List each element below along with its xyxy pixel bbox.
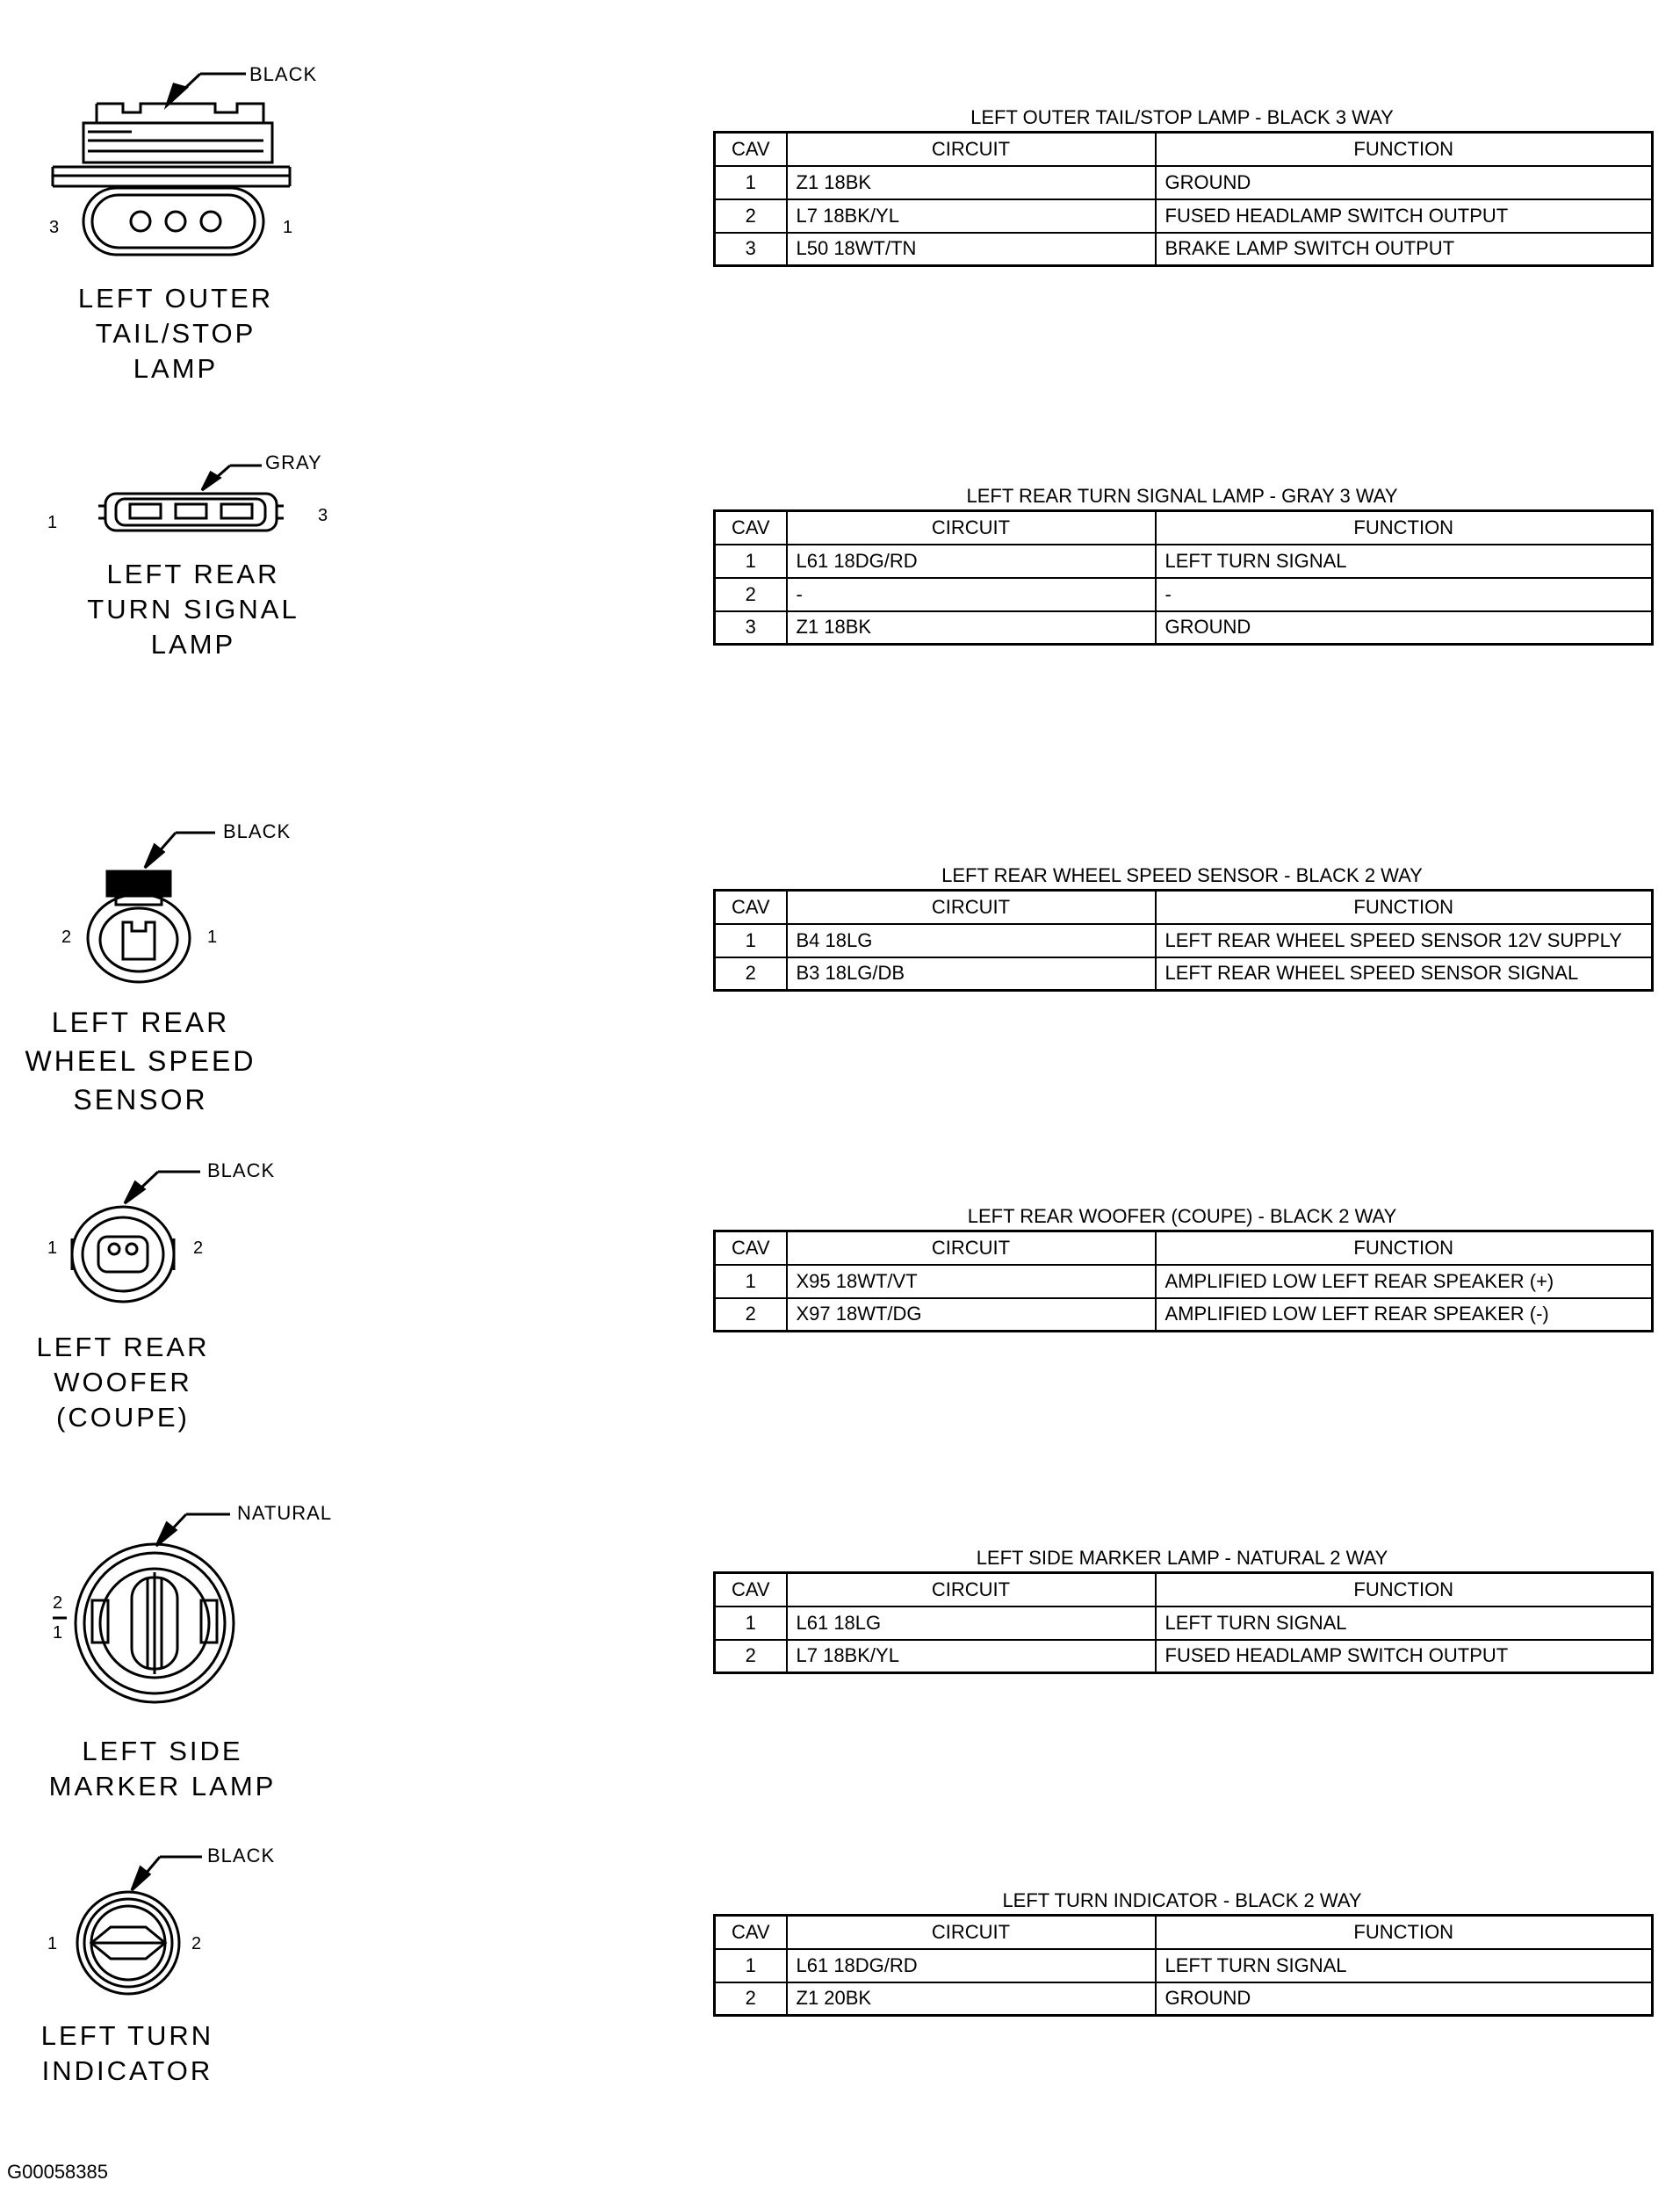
connector-label-line: WOOFER <box>54 1367 192 1397</box>
cav-cell: 3 <box>715 611 787 645</box>
turn-indicator-connector-icon <box>0 1836 351 2003</box>
function-cell: GROUND <box>1156 611 1653 645</box>
circuit-cell: X97 18WT/DG <box>787 1298 1156 1332</box>
column-header: CAV <box>715 1916 787 1949</box>
pin-number: 1 <box>47 1934 58 1953</box>
pin-number: 2 <box>61 928 72 947</box>
circuit-cell: L7 18BK/YL <box>787 1640 1156 1673</box>
column-header: CAV <box>715 1573 787 1607</box>
function-cell: LEFT TURN SIGNAL <box>1156 545 1653 578</box>
pinout-table-left-side-marker-lamp <box>713 1545 1651 1674</box>
connector-label-line: TAIL/STOP <box>95 318 256 349</box>
column-header: CAV <box>715 511 787 545</box>
pinout-table <box>713 889 1654 992</box>
connector-label <box>0 1003 281 1119</box>
cav-cell: 2 <box>715 1298 787 1332</box>
connector-label-line: MARKER LAMP <box>48 1771 277 1801</box>
table-row <box>715 1607 1653 1640</box>
connector-label-line: LEFT REAR <box>36 1332 210 1362</box>
circuit-cell: B4 18LG <box>787 924 1156 957</box>
side-marker-lamp-connector-icon <box>0 1493 351 1748</box>
connector-label-line: (COUPE) <box>56 1402 190 1433</box>
pinout-table-left-turn-indicator <box>713 1888 1651 2017</box>
table-row <box>715 578 1653 611</box>
turn-signal-lamp-connector-icon <box>0 422 351 562</box>
connector-label <box>0 1330 246 1435</box>
function-cell: AMPLIFIED LOW LEFT REAR SPEAKER (+) <box>1156 1265 1653 1298</box>
column-header: CIRCUIT <box>787 1573 1156 1607</box>
cav-cell: 2 <box>715 957 787 991</box>
column-header: CIRCUIT <box>787 133 1156 166</box>
connector-label <box>0 2018 255 2089</box>
pinout-table <box>713 509 1654 646</box>
table-row <box>715 545 1653 578</box>
column-header: FUNCTION <box>1156 133 1653 166</box>
color-callout: NATURAL <box>237 1502 333 1524</box>
pin-number: 2 <box>191 1934 202 1953</box>
circuit-cell: Z1 20BK <box>787 1982 1156 2016</box>
connector-left-rear-wheel-speed-sensor <box>0 808 703 1142</box>
pin-number: 1 <box>47 1238 58 1258</box>
pin-number: 2 <box>53 1593 63 1613</box>
tail-stop-lamp-connector-icon <box>0 0 351 281</box>
pin-number: 1 <box>47 513 58 532</box>
table-row <box>715 233 1653 266</box>
pinout-table-left-rear-turn-signal-lamp <box>713 483 1651 646</box>
table-title: LEFT REAR WHEEL SPEED SENSOR - BLACK 2 WAY <box>941 864 1423 886</box>
table-row <box>715 611 1653 645</box>
table-row <box>715 957 1653 991</box>
wheel-speed-sensor-connector-icon <box>0 808 351 1019</box>
pinout-table <box>713 1914 1654 2017</box>
circuit-cell: L61 18DG/RD <box>787 1949 1156 1982</box>
color-callout: BLACK <box>207 1159 276 1181</box>
connector-left-rear-turn-signal-lamp <box>0 422 703 685</box>
circuit-cell: L61 18DG/RD <box>787 545 1156 578</box>
table-row <box>715 1982 1653 2016</box>
connector-left-side-marker-lamp <box>0 1493 703 1827</box>
function-cell: LEFT TURN SIGNAL <box>1156 1607 1653 1640</box>
pin-number: 1 <box>53 1623 63 1643</box>
cav-cell: 3 <box>715 233 787 266</box>
table-title: LEFT REAR TURN SIGNAL LAMP - GRAY 3 WAY <box>966 485 1398 507</box>
circuit-cell: L61 18LG <box>787 1607 1156 1640</box>
table-header-row <box>715 511 1653 545</box>
pin-number: 2 <box>193 1238 204 1258</box>
column-header: CIRCUIT <box>787 1231 1156 1265</box>
column-header: FUNCTION <box>1156 511 1653 545</box>
color-callout: BLACK <box>249 63 318 85</box>
column-header: CAV <box>715 133 787 166</box>
connector-label <box>18 1734 307 1804</box>
pin-number: 1 <box>207 928 218 947</box>
function-cell: LEFT REAR WHEEL SPEED SENSOR SIGNAL <box>1156 957 1653 991</box>
column-header: CIRCUIT <box>787 891 1156 924</box>
cav-cell: 1 <box>715 1265 787 1298</box>
connector-left-outer-tail-stop-lamp <box>0 0 703 386</box>
cav-cell: 1 <box>715 1607 787 1640</box>
circuit-cell: L50 18WT/TN <box>787 233 1156 266</box>
table-header-row <box>715 1916 1653 1949</box>
pinout-table <box>713 131 1654 267</box>
table-header-row <box>715 891 1653 924</box>
function-cell: LEFT TURN SIGNAL <box>1156 1949 1653 1982</box>
column-header: CAV <box>715 891 787 924</box>
table-header-row <box>715 1573 1653 1607</box>
figure-id: G00058385 <box>7 2161 108 2183</box>
color-callout: BLACK <box>223 820 292 842</box>
connector-label-line: LEFT REAR <box>51 1007 230 1038</box>
column-header: CIRCUIT <box>787 1916 1156 1949</box>
connector-label-line: LAMP <box>133 353 219 384</box>
pinout-table <box>713 1571 1654 1674</box>
connector-left-rear-woofer-coupe <box>0 1151 703 1467</box>
table-row <box>715 1640 1653 1673</box>
connector-label-line: LEFT TURN <box>40 2020 214 2051</box>
connector-label-line: LEFT OUTER <box>77 283 274 314</box>
circuit-cell: Z1 18BK <box>787 166 1156 199</box>
pinout-table-left-rear-wheel-speed-sensor <box>713 863 1651 992</box>
table-row <box>715 924 1653 957</box>
color-callout: GRAY <box>265 451 322 473</box>
connector-label-line: SENSOR <box>73 1084 208 1116</box>
connector-label-line: WHEEL SPEED <box>25 1045 256 1077</box>
function-cell: AMPLIFIED LOW LEFT REAR SPEAKER (-) <box>1156 1298 1653 1332</box>
column-header: FUNCTION <box>1156 891 1653 924</box>
connector-label-line: LAMP <box>150 629 236 660</box>
table-title: LEFT OUTER TAIL/STOP LAMP - BLACK 3 WAY <box>970 106 1394 128</box>
connector-left-turn-indicator <box>0 1836 703 2099</box>
table-row <box>715 1949 1653 1982</box>
pin-number: 3 <box>318 506 328 525</box>
function-cell: FUSED HEADLAMP SWITCH OUTPUT <box>1156 199 1653 233</box>
function-cell: FUSED HEADLAMP SWITCH OUTPUT <box>1156 1640 1653 1673</box>
connector-label-line: TURN SIGNAL <box>87 594 299 625</box>
column-header: FUNCTION <box>1156 1916 1653 1949</box>
cav-cell: 1 <box>715 1949 787 1982</box>
table-title: LEFT SIDE MARKER LAMP - NATURAL 2 WAY <box>976 1547 1388 1569</box>
function-cell: - <box>1156 578 1653 611</box>
table-row <box>715 1298 1653 1332</box>
circuit-cell: - <box>787 578 1156 611</box>
function-cell: LEFT REAR WHEEL SPEED SENSOR 12V SUPPLY <box>1156 924 1653 957</box>
table-header-row <box>715 133 1653 166</box>
circuit-cell: B3 18LG/DB <box>787 957 1156 991</box>
cav-cell: 2 <box>715 199 787 233</box>
circuit-cell: Z1 18BK <box>787 611 1156 645</box>
connector-label-line: INDICATOR <box>41 2055 213 2086</box>
cav-cell: 1 <box>715 166 787 199</box>
connector-label-line: LEFT REAR <box>106 559 280 589</box>
connector-label-line: LEFT SIDE <box>82 1736 243 1766</box>
column-header: CAV <box>715 1231 787 1265</box>
cav-cell: 1 <box>715 924 787 957</box>
pin-number: 3 <box>49 218 60 237</box>
table-title: LEFT REAR WOOFER (COUPE) - BLACK 2 WAY <box>967 1205 1397 1227</box>
connector-label <box>35 281 316 386</box>
circuit-cell: L7 18BK/YL <box>787 199 1156 233</box>
cav-cell: 1 <box>715 545 787 578</box>
column-header: FUNCTION <box>1156 1573 1653 1607</box>
cav-cell: 2 <box>715 578 787 611</box>
function-cell: BRAKE LAMP SWITCH OUTPUT <box>1156 233 1653 266</box>
pinout-table <box>713 1230 1654 1332</box>
connector-label <box>35 557 351 662</box>
circuit-cell: X95 18WT/VT <box>787 1265 1156 1298</box>
function-cell: GROUND <box>1156 1982 1653 2016</box>
table-row <box>715 166 1653 199</box>
cav-cell: 2 <box>715 1640 787 1673</box>
table-row <box>715 199 1653 233</box>
table-title: LEFT TURN INDICATOR - BLACK 2 WAY <box>1002 1889 1362 1911</box>
pinout-table-left-rear-woofer-coupe <box>713 1203 1651 1332</box>
function-cell: GROUND <box>1156 166 1653 199</box>
color-callout: BLACK <box>207 1845 276 1866</box>
column-header: FUNCTION <box>1156 1231 1653 1265</box>
cav-cell: 2 <box>715 1982 787 2016</box>
column-header: CIRCUIT <box>787 511 1156 545</box>
pinout-table-left-outer-tail-stop-lamp <box>713 105 1651 267</box>
pin-number: 1 <box>283 218 293 237</box>
table-header-row <box>715 1231 1653 1265</box>
table-row <box>715 1265 1653 1298</box>
